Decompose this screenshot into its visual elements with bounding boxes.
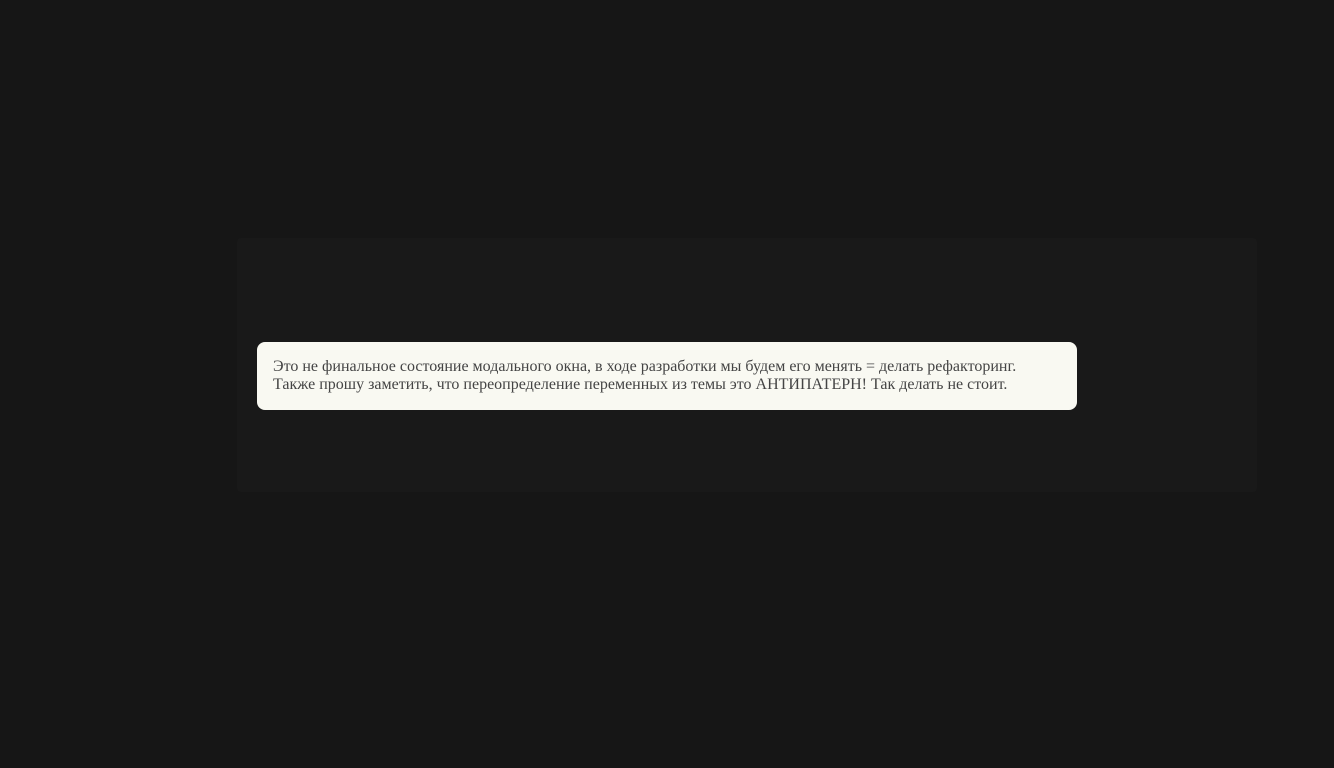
modal-text-line-1: Это не финальное состояние модального окна, в ходе разработки мы будем его менять = делать рефакторинг. [273, 358, 1017, 375]
modal-dialog [257, 342, 1077, 410]
modal-text-line-2: Также прошу заметить, что переопределение переменных из темы это АНТИПАТЕРН! Так делать не стоит. [273, 376, 1008, 393]
